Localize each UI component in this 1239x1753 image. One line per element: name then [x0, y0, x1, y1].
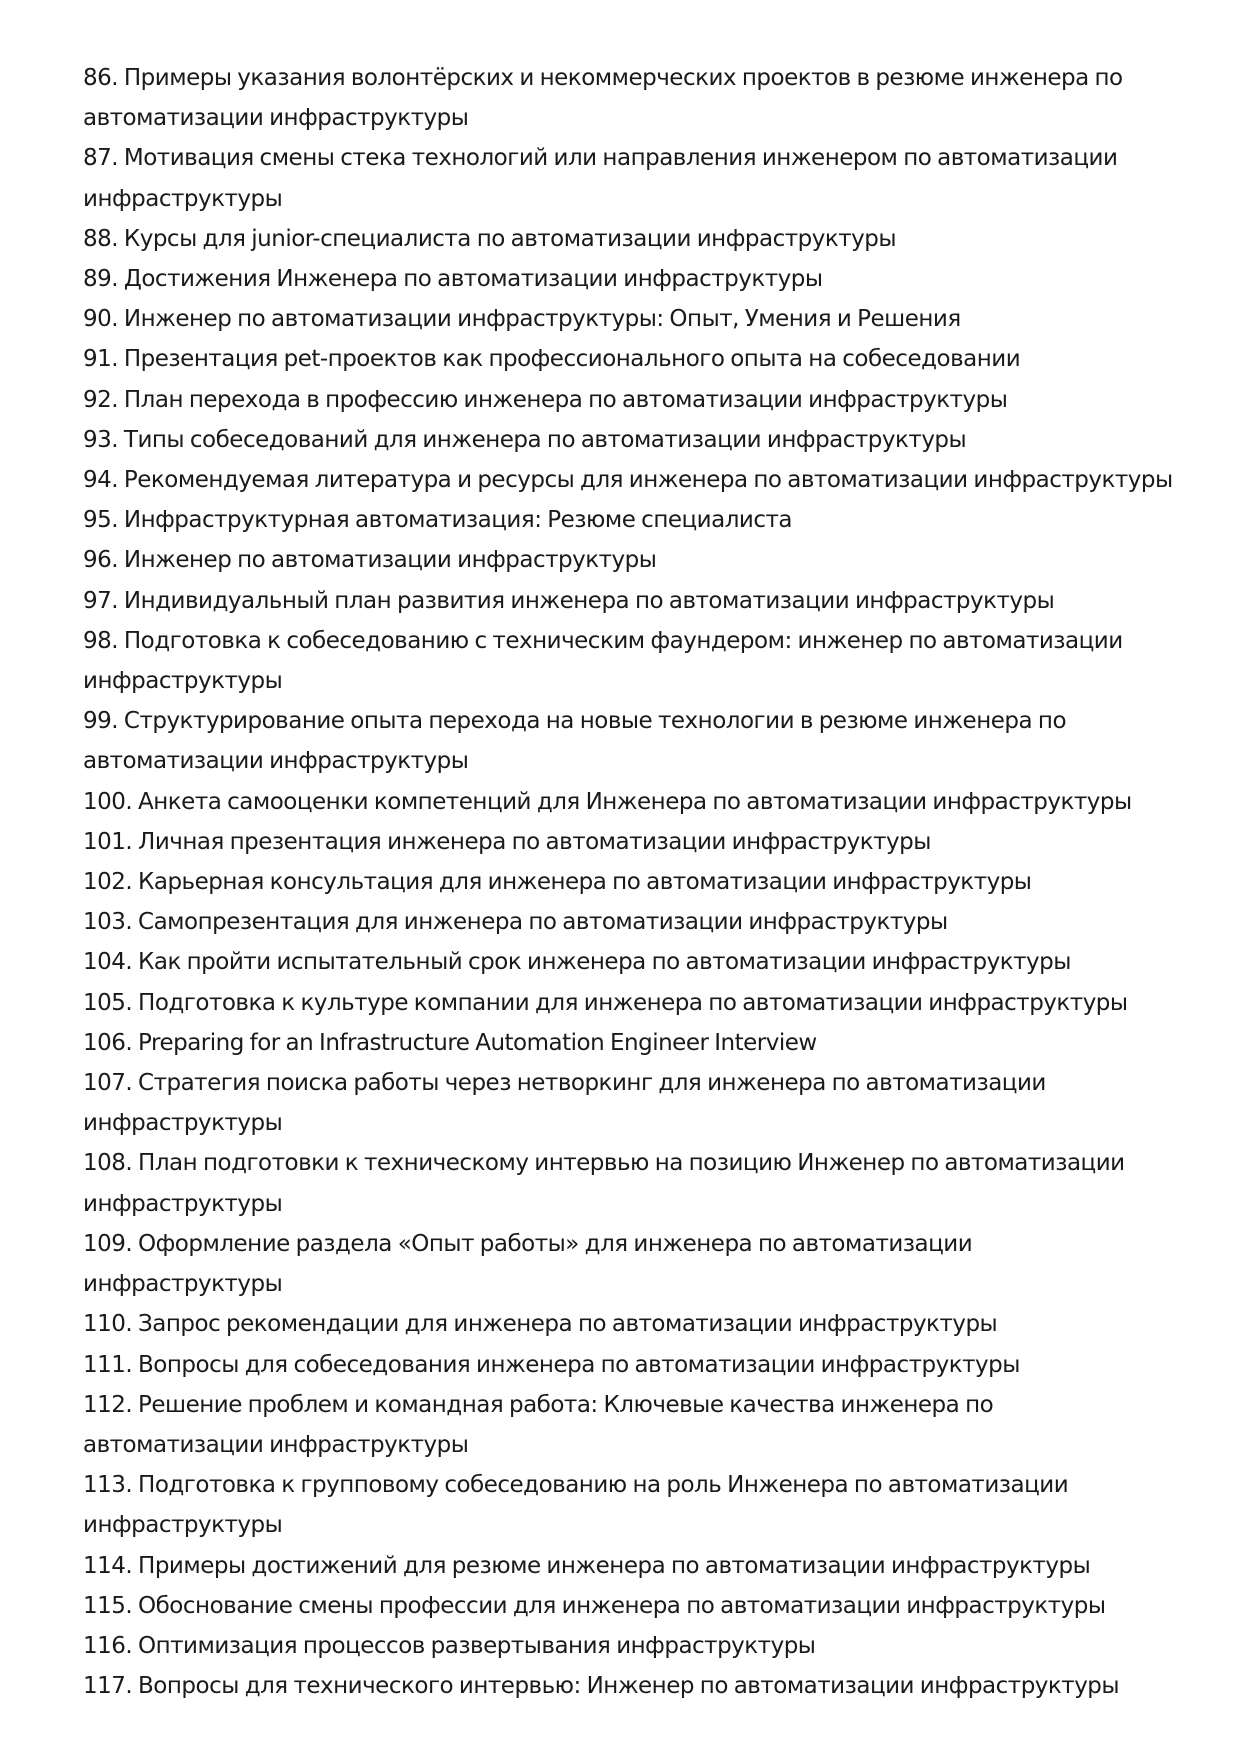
list-item: 86. Примеры указания волонтёрских и некоммерческих проектов в резюме инженера по	[83, 65, 1123, 91]
list-item: 96. Инженер по автоматизации инфраструктуры	[83, 547, 657, 574]
list-item: 107. Стратегия поиска работы через нетворкинг для инженера по автоматизации	[83, 1070, 1046, 1097]
list-item-continuation: автоматизации инфраструктуры	[83, 748, 469, 775]
list-item: 113. Подготовка к групповому собеседованию на роль Инженера по автоматизации	[83, 1472, 1069, 1499]
list-item: 117. Вопросы для технического интервью: Инженер по автоматизации инфраструктуры	[83, 1673, 1120, 1700]
list-item: 95. Инфраструктурная автоматизация: Резюме специалиста	[83, 507, 792, 534]
list-item: 111. Вопросы для собеседования инженера по автоматизации инфраструктуры	[83, 1351, 1020, 1378]
list-item: 106. Preparing for an Infrastructure Automation Engineer Interview	[83, 1029, 817, 1056]
list-item: 101. Личная презентация инженера по автоматизации инфраструктуры	[83, 828, 931, 855]
list-item: 93. Типы собеседований для инженера по автоматизации инфраструктуры	[83, 426, 967, 453]
list-item: 100. Анкета самооценки компетенций для Инженера по автоматизации инфраструктуры	[83, 788, 1132, 815]
list-item: 102. Карьерная консультация для инженера по автоматизации инфраструктуры	[83, 869, 1032, 896]
list-item-continuation: инфраструктуры	[83, 185, 283, 212]
list-item: 115. Обоснование смены профессии для инженера по автоматизации инфраструктуры	[83, 1592, 1106, 1619]
list-item: 98. Подготовка к собеседованию с техническим фаундером: инженер по автоматизации	[83, 627, 1123, 654]
list-item: 94. Рекомендуемая литература и ресурсы для инженера по автоматизации инфраструктуры	[83, 467, 1173, 494]
list-item-continuation: инфраструктуры	[83, 1512, 283, 1539]
list-item: 87. Мотивация смены стека технологий или направления инженером по автоматизации	[83, 145, 1118, 172]
list-item: 109. Оформление раздела «Опыт работы» для инженера по автоматизации инфраструктуры	[83, 1230, 973, 1298]
list-item: 105. Подготовка к культуре компании для инженера по автоматизации инфраструктуры	[83, 989, 1128, 1016]
list-item: 91. Презентация pet-проектов как профессионального опыта на собеседовании	[83, 346, 1021, 373]
list-item-continuation: инфраструктуры	[83, 1190, 283, 1217]
list-item: 103. Самопрезентация для инженера по автоматизации инфраструктуры	[83, 909, 948, 936]
document-list	[83, 58, 1173, 1706]
list-item: 97. Индивидуальный план развития инженера по автоматизации инфраструктуры	[83, 587, 1055, 614]
list-item: 108. План подготовки к техническому интервью на позицию Инженер по автоматизации	[83, 1150, 1125, 1177]
list-item-continuation: инфраструктуры	[83, 1110, 283, 1137]
list-item: 104. Как пройти испытательный срок инженера по автоматизации инфраструктуры	[83, 949, 1071, 976]
list-item: 112. Решение проблем и командная работа: Ключевые качества инженера по	[83, 1391, 994, 1418]
list-item: 114. Примеры достижений для резюме инженера по автоматизации инфраструктуры	[83, 1552, 1091, 1579]
list-item: 116. Оптимизация процессов развертывания инфраструктуры	[83, 1632, 816, 1659]
list-item: 92. План перехода в профессию инженера по автоматизации инфраструктуры	[83, 386, 1008, 413]
list-item-continuation: инфраструктуры	[83, 668, 283, 695]
list-item: 110. Запрос рекомендации для инженера по автоматизации инфраструктуры	[83, 1311, 998, 1338]
list-item: 88. Курсы для junior-специалиста по автоматизации инфраструктуры	[83, 225, 896, 252]
list-item-continuation: автоматизации инфраструктуры	[83, 1431, 469, 1458]
list-item: 90. Инженер по автоматизации инфраструктуры: Опыт, Умения и Решения	[83, 306, 961, 333]
list-item-continuation: автоматизации инфраструктуры	[83, 105, 469, 132]
list-item: 99. Структурирование опыта перехода на новые технологии в резюме инженера по	[83, 708, 1067, 735]
list-item: 89. Достижения Инженера по автоматизации инфраструктуры	[83, 266, 823, 293]
